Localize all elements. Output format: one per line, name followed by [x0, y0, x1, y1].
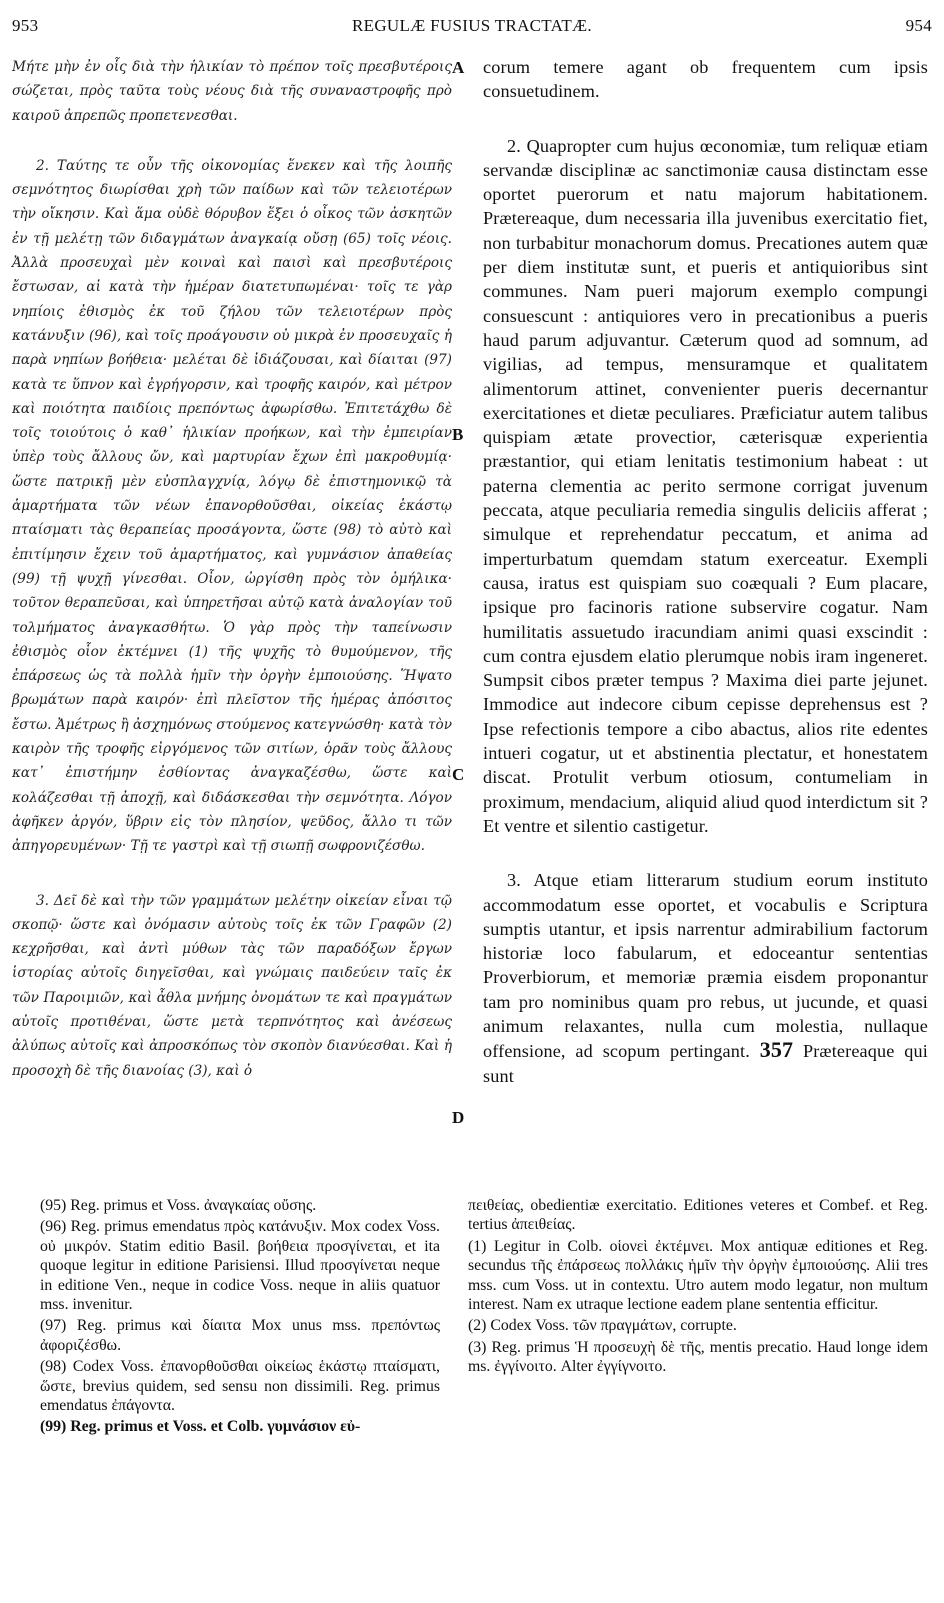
page-number-left: 953: [12, 16, 39, 35]
footnote: (3) Reg. primus Ἡ προσευχὴ δὲ τῆς, mentis precatio. Haud longe idem ms. ἐγγίνοιτο. Alter ἐγγίγνοιτο.: [468, 1338, 928, 1376]
footnote: (98) Codex Voss. ἐπανορθοῦσθαι οἰκείως ἑκάστῳ πταίσματι, ὥστε, brevius quidem, sed sensu non dissimili. Reg. primus emendatus ἐπάγοντα.: [40, 1358, 440, 1415]
page-number-right: 954: [905, 16, 932, 35]
greek-paragraph-2: 2. Ταύτης τε οὖν τῆς οἰκονομίας ἕνεκεν καὶ τῆς λοιπῆς σεμνότητος διωρίσθαι χρὴ τῶν παίδων καὶ τῶν τελειοτέρων τὴν οἴκησιν. Καὶ ἅμα οὐδὲ θόρυβον ἕξει ὁ οἶκος τῶν ἀσκητῶν ἐν τῇ μελέτῃ τῶν διδαγμάτων ἀναγκαίᾳ οὔσῃ (65) τοῖς νέοις. Ἀλλὰ προσευχαὶ μὲν κοιναὶ καὶ παισὶ καὶ πρεσβυτέροις ἔστωσαν, αἱ κατὰ τὴν ἡμέραν διατετυπωμέναι· τοῖς τε γὰρ νηπίοις ἐθισμὸς ἐκ τοῦ ζήλου τῶν τελειοτέρων πρὸς κατάνυξιν (96), καὶ τοῖς προάγουσιν οὐ μικρὰ ἐν προσευχαῖς ἡ παρὰ νηπίων βοήθεια· μελέται δὲ ἰδιάζουσαι, καὶ δίαιται (97) κατὰ τε ὕπνον καὶ ἐγρήγορσιν, καὶ τροφῆς καιρόν, καὶ μέτρον καὶ ποιότητα παιδίοις πρεπόντως ἀφωρίσθω. Ἐπιτετάχθω δὲ τοῖς τοιούτοις ὁ καθ᾽ ἡλικίαν προήκων, καὶ τὴν ἐμπειρίαν ὑπὲρ τοὺς ἄλλους ὤν, καὶ μαρτυρίαν ἔχων ἐπὶ μακροθυμίᾳ· ὥστε πατρικῇ μὲν εὐσπλαγχνίᾳ, λόγῳ δὲ ἐπιστημονικῷ τὰ ἁμαρτήματα τῶν νέων ἐπανορθοῦσθαι, οἰκείας ἑκάστῳ πταίσματι τὰς θεραπείας προσάγοντα, ὥστε (98) τὸ αὐτὸ καὶ ἐπιτίμησιν ἔχειν τοῦ ἁμαρτήματος, καὶ γυμνάσιον ἀπαθείας (99) τῇ ψυχῇ γίνεσθαι. Οἷον, ὠργίσθη πρὸς τὸν ὁμήλικα· τοῦτον θεραπεῦσαι, καὶ ὑπηρετῆσαι αὐτῷ κατὰ ἀναλογίαν τοῦ τολμήματος ἀναγκασθήτω. Ὁ γὰρ πρὸς τὴν ταπείνωσιν ἐθισμὸς οἷον ἐκτέμνει (1) τῆς ψυχῆς τὸ θυμούμενον, τῆς ἐπάρσεως ὡς τὰ πολλὰ ἡμῖν τὴν ὀργὴν ἐμποιούσης. Ἥψατο βρωμάτων παρὰ καιρόν· ἐπὶ πλεῖστον τῆς ἡμέρας ἀπόσιτος ἔστω. Ἀμέτρως ἢ ἀσχημόνως στούμενος κατεγνώσθη· κατὰ τὸν καιρὸν τῆς τροφῆς εἰργόμενος τῶν σιτίων, ὁρᾶν τοὺς ἄλλους κατ᾽ ἐπιστήμην ἐσθίοντας ἀναγκαζέσθω, ὥστε καὶ κολάζεσθαι τῇ ἀποχῇ, καὶ διδάσκεσθαι τὴν σεμνότητα. Λόγον ἀφῆκεν ἀργόν, ὕβριν εἰς τὸν πλησίον, ψεῦδος, ἄλλο τι τῶν ἀπηγορευμένων· Τῇ τε γαστρὶ καὶ τῇ σιωπῇ σωφρονιζέσθω.: [12, 157, 452, 855]
latin-paragraph-3-tail: Prætereaque qui sunt: [483, 1041, 928, 1086]
column-number: 357: [759, 1037, 794, 1063]
footnote: (95) Reg. primus et Voss. ἀναγκαίας οὔσης.: [40, 1197, 317, 1214]
footnotes-left: [40, 1196, 440, 1439]
footnote: (1) Legitur in Colb. οἱονεὶ ἐκτέμνει. Mox antiquæ editiones et Reg. secundus τῆς ἐπάρσεως πολλάκις ἡμῖν τὴν ὀργὴν ἐμποιούσης. Alii tres mss. cum Voss. ut in contextu. Utro autem modo legatur, non multum interest. Nam ex utraque lectione eadem plane sententia efficitur.: [468, 1237, 928, 1314]
margin-marker-a: A: [452, 58, 465, 77]
margin-marker-d: D: [452, 1108, 465, 1127]
footnote: (2) Codex Voss. τῶν πραγμάτων, corrupte.: [468, 1317, 737, 1335]
latin-paragraph-3: [483, 868, 928, 1088]
footnote: (99) Reg. primus et Voss. et Colb. γυμνάσιον εὐ-: [40, 1418, 361, 1436]
latin-column: [483, 55, 928, 1088]
margin-marker-b: B: [452, 425, 464, 444]
greek-paragraph-1: Μήτε μὴν ἐν οἷς διὰ τὴν ἡλικίαν τὸ πρέπον τοῖς πρεσβυτέροις σώζεται, πρὸς ταῦτα τοὺς νέους διὰ τῆς συναναστροφῆς πρὸ καιροῦ ἀπρεπῶς προπετενεσθαι.: [12, 59, 452, 124]
latin-paragraph-3-text: 3. Atque etiam litterarum studium eorum instituto accommodatum esse oportet, et vocabulis e Scriptura sumptis utantur, et ipsis narrentur admirabilium factorum historiæ loco fabularum, et edoceantur sententias Proverbiorum, et memoriæ præmia eisdem proponantur tam pro nominibus quam pro rebus, ut jucunde, et quasi animum relaxantes, nulla cum molestia, nullaque offensione, ad scopum pertingant.: [483, 870, 928, 1062]
latin-paragraph-2: 2. Quapropter cum hujus œconomiæ, tum reliquæ etiam servandæ disciplinæ ac sanctimoniæ causa distinctam esse oportet puerorum et natu majorum habitationem. Prætereaque, dum necessaria illa juvenibus exercitatio fiet, non turbabitur monachorum domus. Precationes autem quæ per diem institutæ sunt, et pueris et antiquioribus sint communes. Nam pueri majorum exemplo compungi consuescunt : antiquiores vero in precationibus a pueris haud parum adjuvantur. Cæterum quod ad somnum, ad vigilias, ad tempus, mensuramque et qualitatem alimentorum attinet, convenienter pueris decernantur exercitationes et dietæ peculiares. Præficiatur autem talibus quispiam ætate provectior, cæterisquæ experientia præstantior, qui etiam lenitatis testimonium habeat : ut paterna clementia ac perito sermone corrigat juvenum peccata, atque peculiaria remedia singulis deliciis afferat ; simulque et reprehendatur peccatum, et anima ad imperturbatum quemdam statum exerceatur. Exempli causa, iratus est quispiam suo coæquali ? Eum placare, ipsique pro facinoris ratione subservire cogatur. Nam humilitatis assuetudo iracundiam animi quasi exscindit : cum contra ejusdem elatio plerumque nobis iram ingeneret. Sumpsit cibos præter tempus ? Maxima diei parte jejunet. Immodice aut indecore cibum cepisse deprehensus est ? Ipse refectionis tempore a cibo abactus, alios rite edentes intueri cogatur, ut et abstinentia plectatur, et honestatem discat. Protulit verbum otiosum, contumeliam in proximum, mendacium, aliquid aliud quod interdictum sit ? Et ventre et silentio castigetur.: [483, 135, 928, 836]
running-header: [12, 16, 932, 40]
latin-paragraph-1: corum temere agant ob frequentem cum ipsis consuetudinem.: [483, 57, 928, 102]
running-title: REGULÆ FUSIUS TRACTATÆ.: [352, 16, 592, 35]
footnote: (96) Reg. primus emendatus πρὸς κατάνυξιν. Mox codex Voss. οὐ μικρόν. Statim editio Basil. βοήθεια προσγίνεται, et ita quoque legitur in editione Parisiensi. Illud προσγίνεται neque in editione Ven., neque in codice Voss. neque in aliis quatuor mss. invenitur.: [40, 1218, 440, 1314]
greek-paragraph-3: 3. Δεῖ δὲ καὶ τὴν τῶν γραμμάτων μελέτην οἰκείαν εἶναι τῷ σκοπῷ· ὥστε καὶ ὀνόμασιν αὐτοὺς τοῖς ἐκ τῶν Γραφῶν (2) κεχρῆσθαι, καὶ ἀντὶ μύθων τὰς τῶν παραδόξων ἔργων ἱστορίας αὐτοῖς διηγεῖσθαι, καὶ γνώμαις παιδεύειν ταῖς ἐκ τῶν Παροιμιῶν, καὶ ἆθλα μνήμης ὀνομάτων τε καὶ πραγμάτων αὐτοῖς προτιθέναι, ὥστε μετὰ τερπνότητος καὶ ἀνέσεως ἀλύπως αὐτοῖς καὶ ἀπροσκόπως τὸν σκοπὸν διανύεσθαι. Καὶ ἡ προσοχὴ δὲ τῆς διανοίας (3), καὶ ὁ: [12, 892, 452, 1079]
greek-column: [12, 55, 452, 1083]
footnote: πειθείας, obedientiæ exercitatio. Editiones veteres et Combef. et Reg. tertius ἀπειθείας.: [468, 1197, 928, 1234]
footnotes-right: [468, 1196, 928, 1379]
margin-marker-c: C: [452, 765, 465, 784]
footnote: (97) Reg. primus καὶ δίαιτα Mox unus mss. πρεπόντως ἀφοριζέσθω.: [40, 1317, 440, 1354]
